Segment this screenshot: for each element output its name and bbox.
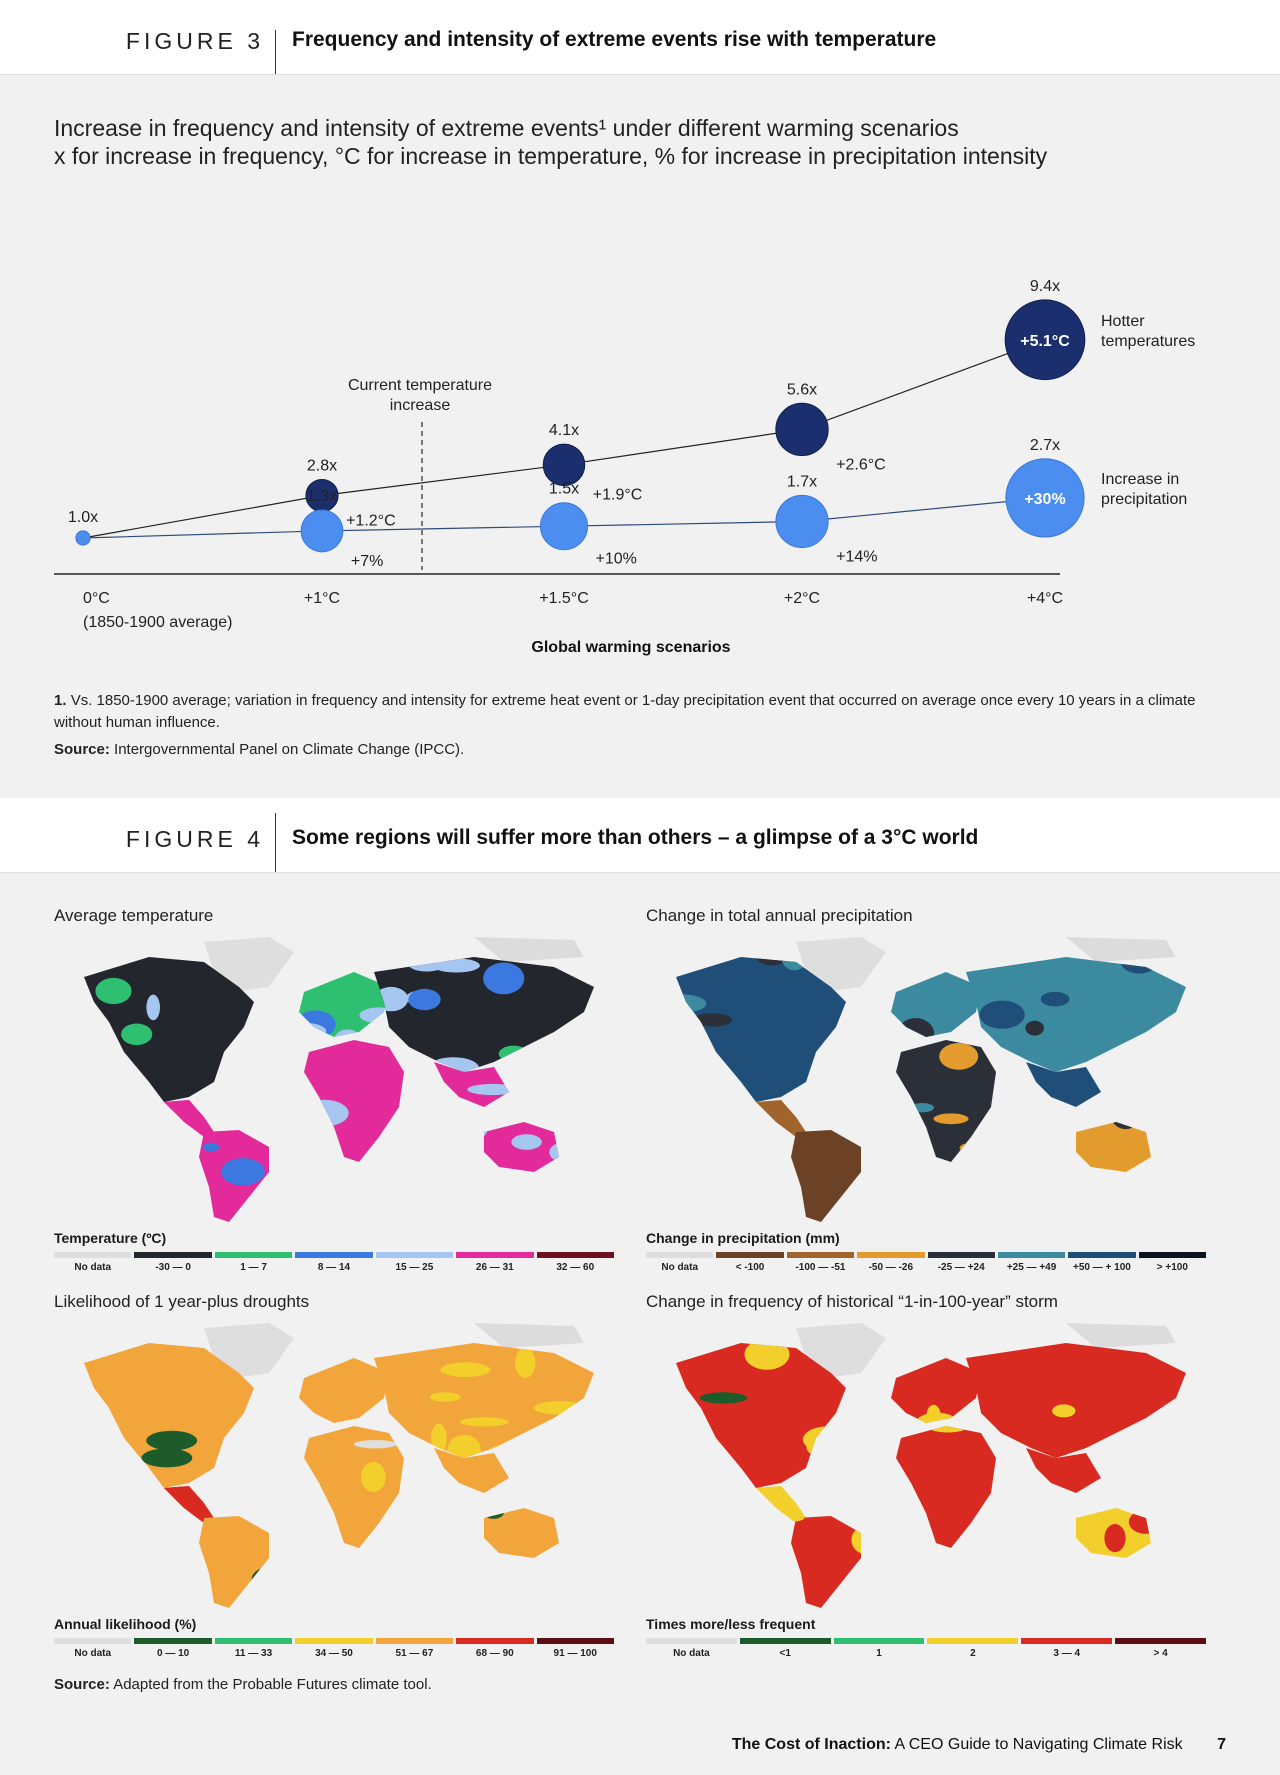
legend-label: > 4: [1153, 1648, 1168, 1659]
legend-item: [1139, 1252, 1206, 1273]
data-bubble: [776, 403, 828, 455]
legend-item: [740, 1638, 831, 1659]
continent-australia: [1076, 1122, 1151, 1172]
world-map-precipitation: [646, 932, 1206, 1222]
figure3-source: [54, 741, 464, 758]
legend-item: [646, 1638, 737, 1659]
world-map-droughts: [54, 1318, 614, 1608]
legend-label: No data: [661, 1262, 699, 1273]
legend-precipitation: [646, 1252, 1206, 1273]
legend-label: 1 — 7: [240, 1262, 267, 1273]
intensity-label: +14%: [836, 548, 878, 566]
legend-label: 26 — 31: [475, 1262, 514, 1273]
figure4-divider: [275, 813, 276, 872]
intensity-label: +2.6°C: [836, 456, 886, 474]
legend-item: [215, 1638, 292, 1659]
legend-swatch: [537, 1252, 614, 1258]
data-bubble: [76, 531, 90, 545]
frequency-label: 2.7x: [1029, 436, 1061, 454]
data-bubble: [543, 444, 585, 486]
continent-south-america: [791, 1516, 861, 1608]
legend-item: [928, 1252, 995, 1273]
figure3-footnote: [54, 690, 1214, 734]
frequency-label: 5.6x: [786, 381, 818, 399]
figure3-divider: [275, 30, 276, 74]
x-tick-label: +2°C: [783, 590, 821, 607]
legend-label: 32 — 60: [556, 1262, 595, 1273]
legend-swatch: [740, 1638, 831, 1644]
figure4-source-label: Source:: [54, 1676, 110, 1693]
series-label: Hotter: [1101, 312, 1145, 330]
legend-item: [295, 1638, 372, 1659]
x-tick-label: +1°C: [303, 590, 341, 607]
footer-title-bold: The Cost of Inaction:: [731, 1736, 891, 1753]
chart-title-line1: Increase in frequency and intensity of extreme events¹ under different warming scenarios: [54, 115, 959, 141]
x-axis-title: Global warming scenarios: [531, 639, 731, 656]
arctic-no-data-region: [474, 937, 584, 962]
legend-label: 91 — 100: [553, 1648, 597, 1659]
legend-item: [1115, 1638, 1206, 1659]
legend-label: 34 — 50: [315, 1648, 353, 1659]
world-map-graphic: [54, 932, 614, 1222]
intensity-label: +30%: [1024, 490, 1066, 508]
legend-title: Change in precipitation (mm): [646, 1230, 840, 1246]
legend-swatch: [1021, 1638, 1112, 1644]
legend-item: [295, 1252, 372, 1273]
bubble-chart: [0, 190, 1280, 670]
legend-label: 1: [876, 1648, 882, 1659]
legend-label: 15 — 25: [395, 1262, 434, 1273]
legend-item: [1021, 1638, 1112, 1659]
map-title: Change in frequency of historical “1-in-100-year” storm: [646, 1292, 1058, 1311]
legend-temperature: [54, 1252, 614, 1273]
continent-asia: [374, 1343, 594, 1458]
intensity-label: +10%: [595, 550, 637, 568]
figure4-label: FIGURE 4: [125, 826, 264, 852]
legend-label: +25 — +49: [1006, 1262, 1057, 1273]
x-tick-sublabel: (1850-1900 average): [83, 614, 233, 631]
legend-label: 51 — 67: [395, 1648, 434, 1659]
legend-label: 3 — 4: [1053, 1648, 1081, 1659]
legend-title: Times more/less frequent: [646, 1616, 816, 1632]
frequency-label: 2.8x: [306, 457, 338, 475]
legend-label: -50 — -26: [868, 1262, 914, 1273]
legend-swatch: [857, 1252, 924, 1258]
arctic-no-data-region: [1066, 937, 1176, 962]
chart-title-line2: x for increase in frequency, °C for increase in temperature, % for increase in precipitation intensity: [54, 143, 1048, 169]
figure3-header: [0, 0, 1280, 75]
series-label: temperatures: [1101, 332, 1196, 350]
legend-swatch: [787, 1252, 854, 1258]
legend-item: [215, 1252, 292, 1273]
legend-label: -30 — 0: [155, 1262, 191, 1273]
legend-swatch: [215, 1252, 292, 1258]
continent-central-america: [756, 1486, 806, 1523]
world-map-graphic: [646, 932, 1206, 1222]
intensity-label: +1.2°C: [346, 512, 396, 530]
legend-label: No data: [673, 1648, 710, 1659]
legend-title: Temperature (ºC): [54, 1230, 167, 1246]
legend-swatch: [716, 1252, 783, 1258]
legend-swatch: [295, 1252, 372, 1258]
legend-item: [927, 1638, 1018, 1659]
legend-item: [787, 1252, 854, 1273]
continent-africa: [304, 1040, 404, 1162]
intensity-label: +7%: [350, 552, 384, 570]
data-bubble: [541, 503, 588, 550]
legend-label: <1: [779, 1648, 791, 1659]
legend-item: [537, 1252, 614, 1273]
arctic-no-data-region: [1066, 1323, 1176, 1348]
continent-south-america: [199, 1516, 269, 1608]
continent-europe: [299, 1358, 389, 1423]
continent-central-america: [756, 1100, 806, 1137]
legend-swatch: [834, 1638, 925, 1644]
page-number: 7: [1217, 1736, 1226, 1753]
continent-asia: [966, 1343, 1186, 1458]
figure4-source-text: Adapted from the Probable Futures climate tool.: [113, 1676, 432, 1693]
chart-title: [54, 114, 1047, 170]
world-map-graphic: [646, 1318, 1206, 1608]
arctic-no-data-region: [474, 1323, 584, 1348]
legend-item: [1068, 1252, 1135, 1273]
legend-item: [376, 1252, 453, 1273]
figure3-source-text: Intergovernmental Panel on Climate Change (IPCC).: [114, 741, 465, 758]
legend-swatch: [1068, 1252, 1135, 1258]
map-title: Change in total annual precipitation: [646, 906, 913, 925]
legend-swatch: [295, 1638, 372, 1644]
legend-item: [456, 1252, 533, 1273]
x-tick-label: +4°C: [1026, 590, 1064, 607]
legend-item: [456, 1638, 533, 1659]
page-footer: [732, 1736, 1226, 1754]
legend-swatch: [376, 1252, 453, 1258]
frequency-label: 1.0x: [67, 509, 99, 526]
x-tick-label: +1.5°C: [539, 590, 589, 607]
legend-title: Annual likelihood (%): [54, 1616, 197, 1632]
x-tick-label: 0°C: [83, 590, 110, 607]
legend-label: -100 — -51: [795, 1262, 846, 1273]
legend-label: 0 — 10: [157, 1648, 190, 1659]
continent-europe: [299, 972, 389, 1037]
legend-item: [134, 1252, 211, 1273]
world-map-graphic: [54, 1318, 614, 1608]
footnote-number: 1.: [54, 692, 67, 709]
continent-south-america: [791, 1130, 861, 1222]
frequency-label: 4.1x: [548, 422, 580, 440]
legend-swatch: [456, 1638, 533, 1644]
legend-droughts: [54, 1638, 614, 1659]
continent-europe: [891, 972, 981, 1037]
legend-label: 2: [970, 1648, 976, 1659]
figure4-source: [54, 1676, 432, 1693]
footer-title: A CEO Guide to Navigating Climate Risk: [894, 1736, 1183, 1753]
frequency-label: 1.7x: [786, 473, 818, 491]
legend-label: -25 — +24: [937, 1262, 985, 1273]
legend-item: [998, 1252, 1065, 1273]
figure4-header: [0, 798, 1280, 873]
map-precipitation-change: [646, 906, 1206, 1273]
legend-label: +50 — + 100: [1073, 1262, 1131, 1273]
legend-swatch: [215, 1638, 292, 1644]
legend-label: No data: [74, 1648, 112, 1659]
legend-item: [857, 1252, 924, 1273]
figure3-source-label: Source:: [54, 741, 110, 758]
frequency-label: 9.4x: [1029, 277, 1061, 295]
intensity-label: +5.1°C: [1020, 332, 1070, 350]
legend-label: < -100: [735, 1262, 765, 1273]
map-average-temperature: [54, 906, 614, 1273]
figure3-label: FIGURE 3: [125, 28, 264, 54]
legend-swatch: [998, 1252, 1065, 1258]
legend-item: [54, 1638, 131, 1659]
legend-swatch: [1139, 1252, 1206, 1258]
legend-swatch: [928, 1252, 995, 1258]
data-bubble: [301, 510, 343, 552]
legend-label: No data: [74, 1262, 112, 1273]
world-map-temperature: [54, 932, 614, 1222]
continent-africa: [896, 1426, 996, 1548]
legend-swatch: [646, 1638, 737, 1644]
current-temp-label: Current temperature: [347, 377, 493, 394]
legend-swatch: [1115, 1638, 1206, 1644]
figure4-title: Some regions will suffer more than others – a glimpse of a 3°C world: [292, 826, 979, 849]
legend-label: 8 — 14: [317, 1262, 351, 1273]
legend-storms: [646, 1638, 1206, 1659]
legend-swatch: [537, 1638, 614, 1644]
frequency-label: 1.5x: [548, 480, 580, 498]
series-label: precipitation: [1101, 490, 1188, 508]
legend-item: [716, 1252, 783, 1273]
legend-swatch: [646, 1252, 713, 1258]
footnote-text: Vs. 1850-1900 average; variation in frequency and intensity for extreme heat event or 1-day precipitation event that occurred on average once every 10 years in a climate without human influence.: [54, 692, 1196, 731]
legend-label: > +100: [1156, 1262, 1188, 1273]
data-bubble: [776, 495, 828, 547]
world-map-storms: [646, 1318, 1206, 1608]
legend-item: [376, 1638, 453, 1659]
legend-swatch: [54, 1638, 131, 1644]
frequency-label: 1.3x: [306, 488, 338, 506]
legend-item: [537, 1638, 614, 1659]
current-temp-label: increase: [389, 397, 451, 414]
legend-item: [134, 1638, 211, 1659]
map-droughts: [54, 1292, 614, 1659]
intensity-label: +1.9°C: [592, 486, 643, 504]
map-storm-frequency: [646, 1292, 1206, 1659]
legend-swatch: [376, 1638, 453, 1644]
legend-item: [54, 1252, 131, 1273]
legend-item: [646, 1252, 713, 1273]
legend-swatch: [927, 1638, 1018, 1644]
legend-swatch: [134, 1638, 211, 1644]
series-label: Increase in: [1101, 470, 1180, 488]
legend-swatch: [134, 1252, 211, 1258]
legend-label: 68 — 90: [475, 1648, 514, 1659]
map-title: Likelihood of 1 year-plus droughts: [54, 1292, 310, 1311]
map-title: Average temperature: [54, 906, 214, 925]
legend-item: [834, 1638, 925, 1659]
figure3-title: Frequency and intensity of extreme events rise with temperature: [292, 28, 937, 51]
legend-swatch: [54, 1252, 131, 1258]
legend-label: 11 — 33: [234, 1648, 273, 1659]
legend-swatch: [456, 1252, 533, 1258]
